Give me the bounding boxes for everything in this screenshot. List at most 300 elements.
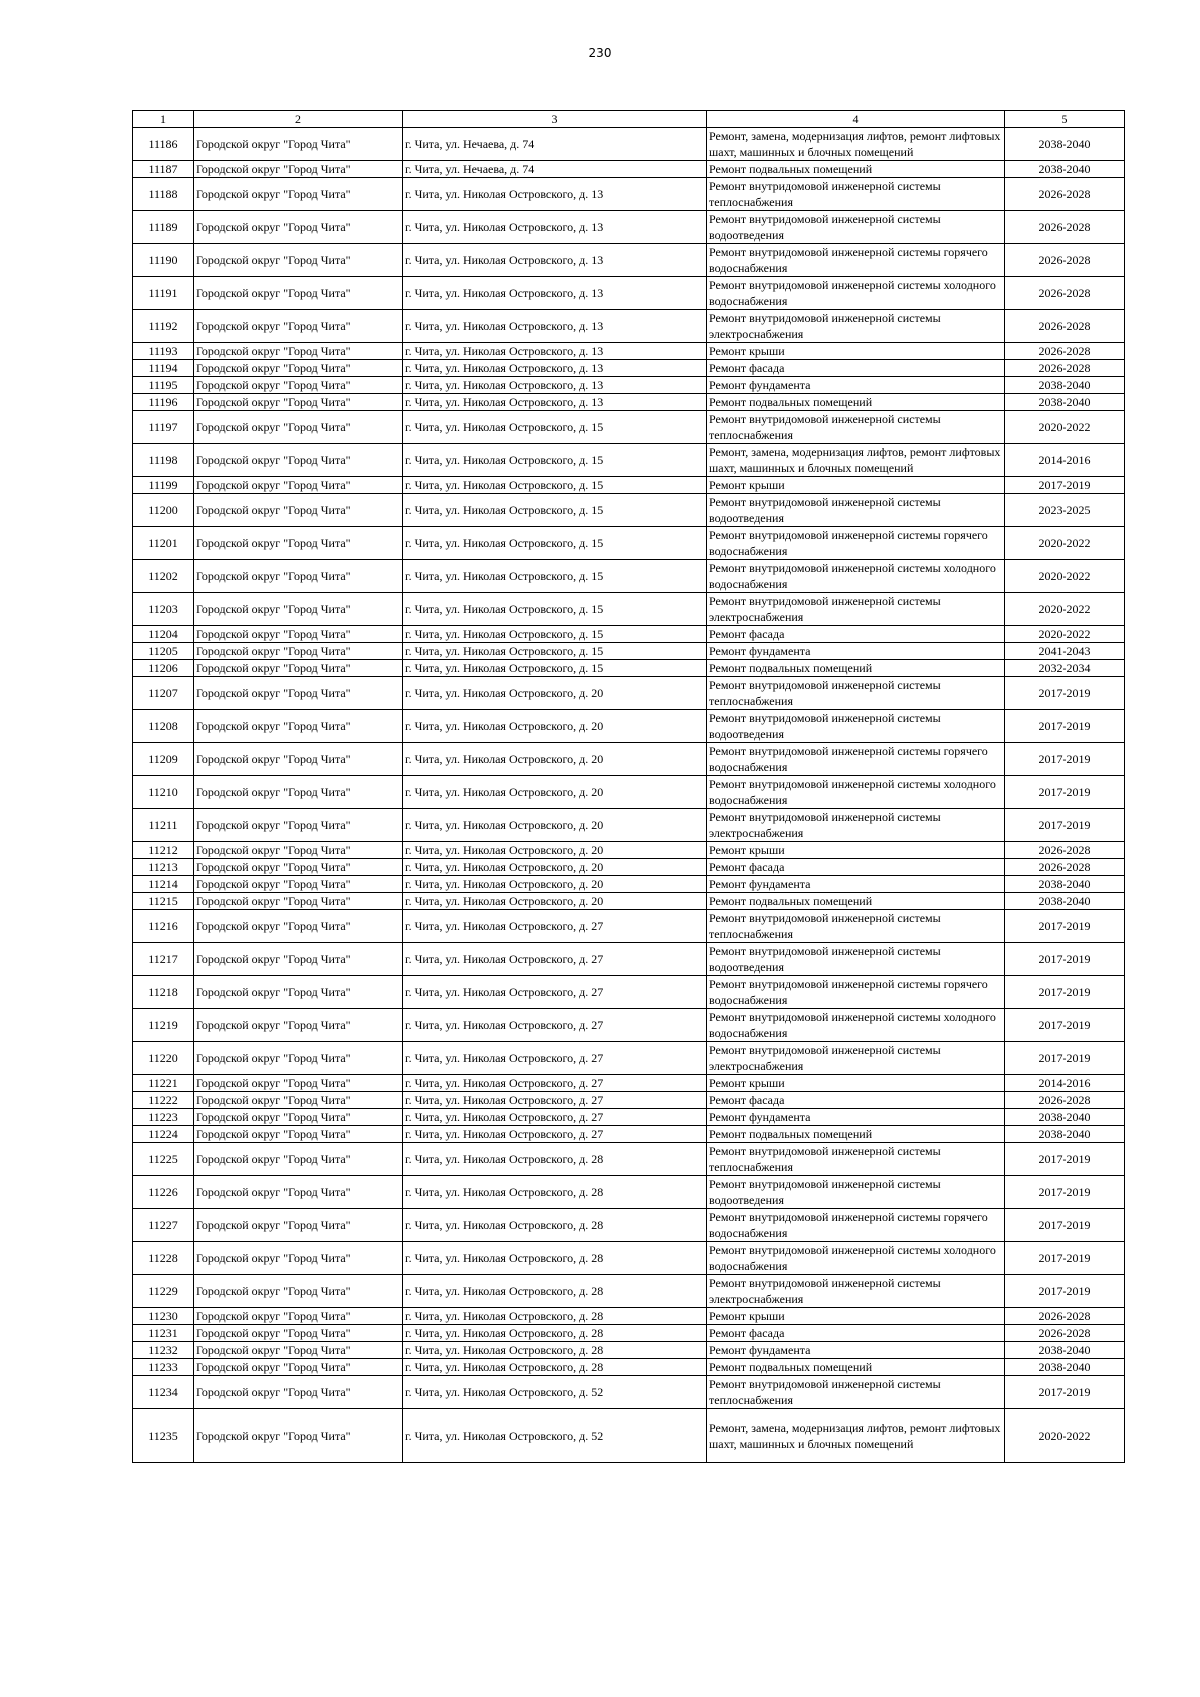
- table-row: [133, 161, 1125, 178]
- row-number-cell: 11214: [133, 876, 194, 893]
- address-cell: г. Чита, ул. Николая Островского, д. 15: [403, 444, 707, 477]
- work-type-cell: Ремонт внутридомовой инженерной системы теплоснабжения: [707, 178, 1005, 211]
- row-number-cell: 11202: [133, 560, 194, 593]
- municipality-cell: Городской округ "Город Чита": [194, 1143, 403, 1176]
- period-cell: 2026-2028: [1005, 1092, 1125, 1109]
- municipality-cell: Городской округ "Город Чита": [194, 1342, 403, 1359]
- address-cell: г. Чита, ул. Николая Островского, д. 28: [403, 1325, 707, 1342]
- municipality-cell: Городской округ "Город Чита": [194, 1359, 403, 1376]
- work-type-cell: Ремонт подвальных помещений: [707, 660, 1005, 677]
- table-row: [133, 1176, 1125, 1209]
- work-type-cell: Ремонт крыши: [707, 1308, 1005, 1325]
- period-cell: 2017-2019: [1005, 1275, 1125, 1308]
- address-cell: г. Чита, ул. Николая Островского, д. 28: [403, 1242, 707, 1275]
- municipality-cell: Городской округ "Город Чита": [194, 1092, 403, 1109]
- work-type-cell: Ремонт фундамента: [707, 876, 1005, 893]
- work-type-cell: Ремонт внутридомовой инженерной системы горячего водоснабжения: [707, 976, 1005, 1009]
- period-cell: 2038-2040: [1005, 1342, 1125, 1359]
- table-row: [133, 626, 1125, 643]
- municipality-cell: Городской округ "Город Чита": [194, 976, 403, 1009]
- row-number-cell: 11233: [133, 1359, 194, 1376]
- address-cell: г. Чита, ул. Николая Островского, д. 20: [403, 677, 707, 710]
- address-cell: г. Чита, ул. Николая Островского, д. 28: [403, 1209, 707, 1242]
- period-cell: 2038-2040: [1005, 377, 1125, 394]
- period-cell: 2020-2022: [1005, 527, 1125, 560]
- row-number-cell: 11228: [133, 1242, 194, 1275]
- row-number-cell: 11209: [133, 743, 194, 776]
- work-type-cell: Ремонт крыши: [707, 343, 1005, 360]
- address-cell: г. Чита, ул. Николая Островского, д. 13: [403, 277, 707, 310]
- row-number-cell: 11225: [133, 1143, 194, 1176]
- page-number: 230: [588, 46, 612, 60]
- table-row: [133, 910, 1125, 943]
- municipality-cell: Городской округ "Город Чита": [194, 560, 403, 593]
- row-number-cell: 11194: [133, 360, 194, 377]
- table-row: [133, 643, 1125, 660]
- municipality-cell: Городской округ "Город Чита": [194, 128, 403, 161]
- table-row: [133, 1209, 1125, 1242]
- work-type-cell: Ремонт внутридомовой инженерной системы водоотведения: [707, 710, 1005, 743]
- address-cell: г. Чита, ул. Николая Островского, д. 27: [403, 943, 707, 976]
- address-cell: г. Чита, ул. Николая Островского, д. 27: [403, 976, 707, 1009]
- period-cell: 2017-2019: [1005, 776, 1125, 809]
- address-cell: г. Чита, ул. Нечаева, д. 74: [403, 161, 707, 178]
- period-cell: 2014-2016: [1005, 1075, 1125, 1092]
- municipality-cell: Городской округ "Город Чита": [194, 743, 403, 776]
- table-row: [133, 1126, 1125, 1143]
- table-row: [133, 477, 1125, 494]
- work-type-cell: Ремонт внутридомовой инженерной системы теплоснабжения: [707, 1143, 1005, 1176]
- address-cell: г. Чита, ул. Николая Островского, д. 15: [403, 593, 707, 626]
- work-type-cell: Ремонт крыши: [707, 477, 1005, 494]
- row-number-cell: 11207: [133, 677, 194, 710]
- work-type-cell: Ремонт фасада: [707, 360, 1005, 377]
- row-number-cell: 11215: [133, 893, 194, 910]
- address-cell: г. Чита, ул. Николая Островского, д. 20: [403, 809, 707, 842]
- table-row: [133, 660, 1125, 677]
- period-cell: 2023-2025: [1005, 494, 1125, 527]
- row-number-cell: 11218: [133, 976, 194, 1009]
- address-cell: г. Чита, ул. Нечаева, д. 74: [403, 128, 707, 161]
- address-cell: г. Чита, ул. Николая Островского, д. 13: [403, 310, 707, 343]
- row-number-cell: 11205: [133, 643, 194, 660]
- address-cell: г. Чита, ул. Николая Островского, д. 28: [403, 1308, 707, 1325]
- table-row: [133, 128, 1125, 161]
- column-number: 2: [194, 111, 403, 128]
- table-row: [133, 343, 1125, 360]
- period-cell: 2038-2040: [1005, 1109, 1125, 1126]
- work-type-cell: Ремонт подвальных помещений: [707, 394, 1005, 411]
- address-cell: г. Чита, ул. Николая Островского, д. 15: [403, 660, 707, 677]
- table-row: [133, 776, 1125, 809]
- municipality-cell: Городской округ "Город Чита": [194, 343, 403, 360]
- work-type-cell: Ремонт внутридомовой инженерной системы горячего водоснабжения: [707, 244, 1005, 277]
- work-type-cell: Ремонт внутридомовой инженерной системы водоотведения: [707, 1176, 1005, 1209]
- table-row: [133, 859, 1125, 876]
- address-cell: г. Чита, ул. Николая Островского, д. 27: [403, 1009, 707, 1042]
- table-row: [133, 394, 1125, 411]
- municipality-cell: Городской округ "Город Чита": [194, 394, 403, 411]
- row-number-cell: 11234: [133, 1376, 194, 1409]
- period-cell: 2038-2040: [1005, 1126, 1125, 1143]
- address-cell: г. Чита, ул. Николая Островского, д. 28: [403, 1359, 707, 1376]
- work-type-cell: Ремонт крыши: [707, 1075, 1005, 1092]
- municipality-cell: Городской округ "Город Чита": [194, 161, 403, 178]
- table-row: [133, 360, 1125, 377]
- table-row: [133, 1359, 1125, 1376]
- address-cell: г. Чита, ул. Николая Островского, д. 15: [403, 560, 707, 593]
- work-type-cell: Ремонт внутридомовой инженерной системы электроснабжения: [707, 593, 1005, 626]
- row-number-cell: 11200: [133, 494, 194, 527]
- work-type-cell: Ремонт, замена, модернизация лифтов, ремонт лифтовых шахт, машинных и блочных помещений: [707, 1409, 1005, 1463]
- period-cell: 2017-2019: [1005, 809, 1125, 842]
- address-cell: г. Чита, ул. Николая Островского, д. 13: [403, 394, 707, 411]
- municipality-cell: Городской округ "Город Чита": [194, 211, 403, 244]
- period-cell: 2041-2043: [1005, 643, 1125, 660]
- municipality-cell: Городской округ "Город Чита": [194, 1209, 403, 1242]
- period-cell: 2014-2016: [1005, 444, 1125, 477]
- row-number-cell: 11191: [133, 277, 194, 310]
- address-cell: г. Чита, ул. Николая Островского, д. 20: [403, 893, 707, 910]
- table-row: [133, 1092, 1125, 1109]
- table-row: [133, 411, 1125, 444]
- municipality-cell: Городской округ "Город Чита": [194, 377, 403, 394]
- table-row: [133, 1075, 1125, 1092]
- address-cell: г. Чита, ул. Николая Островского, д. 27: [403, 1109, 707, 1126]
- work-type-cell: Ремонт внутридомовой инженерной системы холодного водоснабжения: [707, 277, 1005, 310]
- municipality-cell: Городской округ "Город Чита": [194, 444, 403, 477]
- work-type-cell: Ремонт, замена, модернизация лифтов, ремонт лифтовых шахт, машинных и блочных помещений: [707, 444, 1005, 477]
- work-type-cell: Ремонт внутридомовой инженерной системы теплоснабжения: [707, 411, 1005, 444]
- work-type-cell: Ремонт фундамента: [707, 1109, 1005, 1126]
- municipality-cell: Городской округ "Город Чита": [194, 360, 403, 377]
- work-type-cell: Ремонт внутридомовой инженерной системы электроснабжения: [707, 1275, 1005, 1308]
- period-cell: 2020-2022: [1005, 560, 1125, 593]
- municipality-cell: Городской округ "Город Чита": [194, 710, 403, 743]
- table-row: [133, 842, 1125, 859]
- municipality-cell: Городской округ "Город Чита": [194, 178, 403, 211]
- address-cell: г. Чита, ул. Николая Островского, д. 13: [403, 178, 707, 211]
- work-type-cell: Ремонт внутридомовой инженерной системы горячего водоснабжения: [707, 743, 1005, 776]
- repair-register-table: [132, 110, 1125, 1463]
- row-number-cell: 11212: [133, 842, 194, 859]
- row-number-cell: 11190: [133, 244, 194, 277]
- row-number-cell: 11211: [133, 809, 194, 842]
- work-type-cell: Ремонт внутридомовой инженерной системы электроснабжения: [707, 809, 1005, 842]
- table-row: [133, 976, 1125, 1009]
- period-cell: 2017-2019: [1005, 1209, 1125, 1242]
- work-type-cell: Ремонт фасада: [707, 1092, 1005, 1109]
- period-cell: 2026-2028: [1005, 842, 1125, 859]
- work-type-cell: Ремонт внутридомовой инженерной системы электроснабжения: [707, 1042, 1005, 1075]
- municipality-cell: Городской округ "Город Чита": [194, 626, 403, 643]
- row-number-cell: 11195: [133, 377, 194, 394]
- table-row: [133, 310, 1125, 343]
- address-cell: г. Чита, ул. Николая Островского, д. 13: [403, 343, 707, 360]
- row-number-cell: 11197: [133, 411, 194, 444]
- period-cell: 2038-2040: [1005, 1359, 1125, 1376]
- column-number: 5: [1005, 111, 1125, 128]
- row-number-cell: 11199: [133, 477, 194, 494]
- address-cell: г. Чита, ул. Николая Островского, д. 20: [403, 776, 707, 809]
- period-cell: 2017-2019: [1005, 976, 1125, 1009]
- period-cell: 2026-2028: [1005, 360, 1125, 377]
- table-row: [133, 677, 1125, 710]
- period-cell: 2017-2019: [1005, 743, 1125, 776]
- address-cell: г. Чита, ул. Николая Островского, д. 20: [403, 710, 707, 743]
- municipality-cell: Городской округ "Город Чита": [194, 1126, 403, 1143]
- table-row: [133, 377, 1125, 394]
- period-cell: 2020-2022: [1005, 593, 1125, 626]
- period-cell: 2026-2028: [1005, 277, 1125, 310]
- work-type-cell: Ремонт фасада: [707, 1325, 1005, 1342]
- row-number-cell: 11189: [133, 211, 194, 244]
- address-cell: г. Чита, ул. Николая Островского, д. 20: [403, 842, 707, 859]
- work-type-cell: Ремонт фундамента: [707, 377, 1005, 394]
- row-number-cell: 11222: [133, 1092, 194, 1109]
- period-cell: 2032-2034: [1005, 660, 1125, 677]
- period-cell: 2017-2019: [1005, 1176, 1125, 1209]
- municipality-cell: Городской округ "Город Чита": [194, 1308, 403, 1325]
- municipality-cell: Городской округ "Город Чита": [194, 943, 403, 976]
- period-cell: 2026-2028: [1005, 1325, 1125, 1342]
- row-number-cell: 11220: [133, 1042, 194, 1075]
- address-cell: г. Чита, ул. Николая Островского, д. 15: [403, 626, 707, 643]
- row-number-cell: 11221: [133, 1075, 194, 1092]
- municipality-cell: Городской округ "Город Чита": [194, 1109, 403, 1126]
- row-number-cell: 11204: [133, 626, 194, 643]
- period-cell: 2026-2028: [1005, 310, 1125, 343]
- address-cell: г. Чита, ул. Николая Островского, д. 20: [403, 859, 707, 876]
- municipality-cell: Городской округ "Город Чита": [194, 1325, 403, 1342]
- work-type-cell: Ремонт внутридомовой инженерной системы холодного водоснабжения: [707, 1242, 1005, 1275]
- table-row: [133, 743, 1125, 776]
- row-number-cell: 11226: [133, 1176, 194, 1209]
- address-cell: г. Чита, ул. Николая Островского, д. 15: [403, 494, 707, 527]
- table-row: [133, 244, 1125, 277]
- period-cell: 2017-2019: [1005, 943, 1125, 976]
- table-row: [133, 444, 1125, 477]
- table-row: [133, 178, 1125, 211]
- table-row: [133, 1308, 1125, 1325]
- table-row: [133, 494, 1125, 527]
- work-type-cell: Ремонт внутридомовой инженерной системы теплоснабжения: [707, 1376, 1005, 1409]
- municipality-cell: Городской округ "Город Чита": [194, 809, 403, 842]
- row-number-cell: 11210: [133, 776, 194, 809]
- work-type-cell: Ремонт крыши: [707, 842, 1005, 859]
- work-type-cell: Ремонт внутридомовой инженерной системы холодного водоснабжения: [707, 776, 1005, 809]
- period-cell: 2026-2028: [1005, 244, 1125, 277]
- period-cell: 2026-2028: [1005, 211, 1125, 244]
- row-number-cell: 11198: [133, 444, 194, 477]
- table-row: [133, 1143, 1125, 1176]
- address-cell: г. Чита, ул. Николая Островского, д. 20: [403, 743, 707, 776]
- municipality-cell: Городской округ "Город Чита": [194, 310, 403, 343]
- period-cell: 2017-2019: [1005, 1242, 1125, 1275]
- table-body: [133, 128, 1125, 1463]
- work-type-cell: Ремонт внутридомовой инженерной системы теплоснабжения: [707, 677, 1005, 710]
- address-cell: г. Чита, ул. Николая Островского, д. 15: [403, 411, 707, 444]
- column-number: 4: [707, 111, 1005, 128]
- address-cell: г. Чита, ул. Николая Островского, д. 27: [403, 1126, 707, 1143]
- address-cell: г. Чита, ул. Николая Островского, д. 28: [403, 1176, 707, 1209]
- work-type-cell: Ремонт фундамента: [707, 643, 1005, 660]
- row-number-cell: 11208: [133, 710, 194, 743]
- row-number-cell: 11219: [133, 1009, 194, 1042]
- work-type-cell: Ремонт подвальных помещений: [707, 1126, 1005, 1143]
- period-cell: 2026-2028: [1005, 178, 1125, 211]
- work-type-cell: Ремонт внутридомовой инженерной системы холодного водоснабжения: [707, 560, 1005, 593]
- period-cell: 2017-2019: [1005, 1376, 1125, 1409]
- row-number-cell: 11223: [133, 1109, 194, 1126]
- municipality-cell: Городской округ "Город Чита": [194, 776, 403, 809]
- work-type-cell: Ремонт фундамента: [707, 1342, 1005, 1359]
- address-cell: г. Чита, ул. Николая Островского, д. 52: [403, 1376, 707, 1409]
- municipality-cell: Городской округ "Город Чита": [194, 842, 403, 859]
- municipality-cell: Городской округ "Город Чита": [194, 593, 403, 626]
- municipality-cell: Городской округ "Город Чита": [194, 859, 403, 876]
- work-type-cell: Ремонт внутридомовой инженерной системы теплоснабжения: [707, 910, 1005, 943]
- period-cell: 2026-2028: [1005, 859, 1125, 876]
- address-cell: г. Чита, ул. Николая Островского, д. 28: [403, 1342, 707, 1359]
- table-row: [133, 593, 1125, 626]
- table-row: [133, 1242, 1125, 1275]
- municipality-cell: Городской округ "Город Чита": [194, 477, 403, 494]
- work-type-cell: Ремонт внутридомовой инженерной системы водоотведения: [707, 494, 1005, 527]
- row-number-cell: 11217: [133, 943, 194, 976]
- address-cell: г. Чита, ул. Николая Островского, д. 15: [403, 527, 707, 560]
- address-cell: г. Чита, ул. Николая Островского, д. 27: [403, 910, 707, 943]
- municipality-cell: Городской округ "Город Чита": [194, 1042, 403, 1075]
- row-number-cell: 11203: [133, 593, 194, 626]
- row-number-cell: 11230: [133, 1308, 194, 1325]
- work-type-cell: Ремонт внутридомовой инженерной системы водоотведения: [707, 943, 1005, 976]
- row-number-cell: 11196: [133, 394, 194, 411]
- table-row: [133, 876, 1125, 893]
- row-number-cell: 11231: [133, 1325, 194, 1342]
- row-number-cell: 11227: [133, 1209, 194, 1242]
- row-number-cell: 11229: [133, 1275, 194, 1308]
- table-row: [133, 1009, 1125, 1042]
- address-cell: г. Чита, ул. Николая Островского, д. 15: [403, 643, 707, 660]
- table-row: [133, 1042, 1125, 1075]
- table-row: [133, 893, 1125, 910]
- work-type-cell: Ремонт внутридомовой инженерной системы горячего водоснабжения: [707, 1209, 1005, 1242]
- work-type-cell: Ремонт внутридомовой инженерной системы горячего водоснабжения: [707, 527, 1005, 560]
- period-cell: 2020-2022: [1005, 626, 1125, 643]
- work-type-cell: Ремонт подвальных помещений: [707, 1359, 1005, 1376]
- municipality-cell: Городской округ "Город Чита": [194, 1075, 403, 1092]
- address-cell: г. Чита, ул. Николая Островского, д. 13: [403, 244, 707, 277]
- period-cell: 2020-2022: [1005, 411, 1125, 444]
- period-cell: 2017-2019: [1005, 1143, 1125, 1176]
- work-type-cell: Ремонт внутридомовой инженерной системы водоотведения: [707, 211, 1005, 244]
- period-cell: 2017-2019: [1005, 477, 1125, 494]
- municipality-cell: Городской округ "Город Чита": [194, 411, 403, 444]
- address-cell: г. Чита, ул. Николая Островского, д. 20: [403, 876, 707, 893]
- period-cell: 2038-2040: [1005, 128, 1125, 161]
- table-row: [133, 527, 1125, 560]
- column-number: 1: [133, 111, 194, 128]
- period-cell: 2038-2040: [1005, 893, 1125, 910]
- municipality-cell: Городской округ "Город Чита": [194, 527, 403, 560]
- address-cell: г. Чита, ул. Николая Островского, д. 28: [403, 1275, 707, 1308]
- row-number-cell: 11193: [133, 343, 194, 360]
- row-number-cell: 11201: [133, 527, 194, 560]
- municipality-cell: Городской округ "Город Чита": [194, 244, 403, 277]
- column-number: 3: [403, 111, 707, 128]
- address-cell: г. Чита, ул. Николая Островского, д. 13: [403, 211, 707, 244]
- period-cell: 2020-2022: [1005, 1409, 1125, 1463]
- period-cell: 2017-2019: [1005, 1042, 1125, 1075]
- row-number-cell: 11192: [133, 310, 194, 343]
- work-type-cell: Ремонт подвальных помещений: [707, 893, 1005, 910]
- table-row: [133, 1109, 1125, 1126]
- municipality-cell: Городской округ "Город Чита": [194, 643, 403, 660]
- municipality-cell: Городской округ "Город Чита": [194, 876, 403, 893]
- table-row: [133, 1409, 1125, 1463]
- table-row: [133, 1376, 1125, 1409]
- row-number-cell: 11224: [133, 1126, 194, 1143]
- municipality-cell: Городской округ "Город Чита": [194, 1176, 403, 1209]
- table-row: [133, 1342, 1125, 1359]
- table-row: [133, 1275, 1125, 1308]
- column-number-row: [133, 111, 1125, 128]
- address-cell: г. Чита, ул. Николая Островского, д. 27: [403, 1092, 707, 1109]
- table-row: [133, 211, 1125, 244]
- row-number-cell: 11232: [133, 1342, 194, 1359]
- work-type-cell: Ремонт подвальных помещений: [707, 161, 1005, 178]
- municipality-cell: Городской округ "Город Чита": [194, 910, 403, 943]
- municipality-cell: Городской округ "Город Чита": [194, 1242, 403, 1275]
- address-cell: г. Чита, ул. Николая Островского, д. 28: [403, 1143, 707, 1176]
- table-row: [133, 809, 1125, 842]
- municipality-cell: Городской округ "Город Чита": [194, 1376, 403, 1409]
- period-cell: 2017-2019: [1005, 1009, 1125, 1042]
- municipality-cell: Городской округ "Город Чита": [194, 277, 403, 310]
- work-type-cell: Ремонт внутридомовой инженерной системы электроснабжения: [707, 310, 1005, 343]
- period-cell: 2017-2019: [1005, 710, 1125, 743]
- period-cell: 2038-2040: [1005, 161, 1125, 178]
- row-number-cell: 11206: [133, 660, 194, 677]
- period-cell: 2038-2040: [1005, 876, 1125, 893]
- address-cell: г. Чита, ул. Николая Островского, д. 27: [403, 1075, 707, 1092]
- municipality-cell: Городской округ "Город Чита": [194, 1009, 403, 1042]
- address-cell: г. Чита, ул. Николая Островского, д. 27: [403, 1042, 707, 1075]
- municipality-cell: Городской округ "Город Чита": [194, 1275, 403, 1308]
- work-type-cell: Ремонт фасада: [707, 859, 1005, 876]
- address-cell: г. Чита, ул. Николая Островского, д. 13: [403, 377, 707, 394]
- period-cell: 2026-2028: [1005, 343, 1125, 360]
- table-row: [133, 943, 1125, 976]
- municipality-cell: Городской округ "Город Чита": [194, 677, 403, 710]
- row-number-cell: 11186: [133, 128, 194, 161]
- address-cell: г. Чита, ул. Николая Островского, д. 15: [403, 477, 707, 494]
- table-row: [133, 710, 1125, 743]
- work-type-cell: Ремонт внутридомовой инженерной системы холодного водоснабжения: [707, 1009, 1005, 1042]
- row-number-cell: 11213: [133, 859, 194, 876]
- address-cell: г. Чита, ул. Николая Островского, д. 52: [403, 1409, 707, 1463]
- work-type-cell: Ремонт фасада: [707, 626, 1005, 643]
- table-row: [133, 560, 1125, 593]
- period-cell: 2017-2019: [1005, 677, 1125, 710]
- row-number-cell: 11216: [133, 910, 194, 943]
- period-cell: 2026-2028: [1005, 1308, 1125, 1325]
- table-row: [133, 1325, 1125, 1342]
- row-number-cell: 11235: [133, 1409, 194, 1463]
- table-row: [133, 277, 1125, 310]
- municipality-cell: Городской округ "Город Чита": [194, 893, 403, 910]
